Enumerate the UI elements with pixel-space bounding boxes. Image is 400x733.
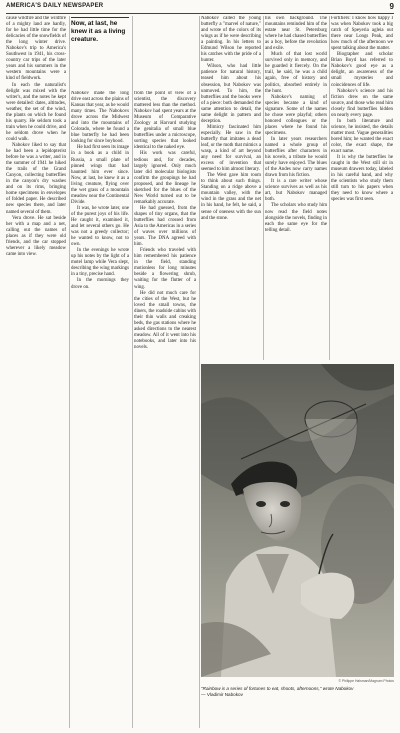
article-column-2 bbox=[71, 91, 129, 728]
article-paragraph: Fortifiers: I know how happy I was when Nabokov took a big catch of Speyeria agleia out there near Longs Peak, and how much of the afternoon we spent talking about the matter. bbox=[331, 16, 393, 52]
article-paragraph: He had guessed, from the shapes of tiny organs, that the butterflies had crossed from Asia to the Americas in a series of waves over millions of years. The DNA agreed with him. bbox=[134, 205, 196, 248]
article-paragraph: from the point of view of a scientist, the discovery mattered less than the method. Nabokov had spent years at the Museum of Comparative Zoology at Harvard studying the genitalia of small blue butterflies under a microscope, sorting species that looked identical to the naked eye. bbox=[134, 91, 196, 151]
article-paragraph: Much of that lost world survived only in memory, and he guarded it fiercely. On the trail, he said, he was a child again, free of history and politics, absorbed entirely in the hunt. bbox=[265, 52, 327, 94]
column-rule bbox=[69, 16, 70, 728]
article-paragraph: Nabokov made the long drive east across the plains of Kansas that year, as he would many times. The Nabokovs drove across the Midwest and into the mountains of Colorado, where he found a blue butterfly he had been looking for since boyhood. bbox=[71, 91, 129, 145]
column-rule bbox=[263, 16, 264, 360]
article-paragraph: cause wildfire and the wildfire of a mighty land are hardly, for he had little time for the delicacies of the snowfields of the long winter drive. Nabokov's trip to America's Southwest in 1941, his cross-country car trips of the later years and his summers in the western mountains were a kind of fieldwork. bbox=[6, 16, 66, 82]
column-rule bbox=[329, 16, 330, 360]
article-paragraph: Friends who traveled with him remembered his patience in the field, standing motionless for long minutes beside a flowering shrub, waiting for the flutter of a wing. bbox=[134, 248, 196, 290]
article-paragraph: It is why the butterflies he caught in the West still sit in museum drawers today, labeled in his careful hand, and why the scientists who study them still turn to his papers when they need to know where a species was first seen. bbox=[331, 155, 393, 203]
article-column-6 bbox=[331, 16, 393, 360]
article-column-1 bbox=[6, 16, 66, 728]
article-paragraph: It is a rare writer whose science survives as well as his art, but Nabokov managed both. bbox=[265, 179, 327, 203]
article-paragraph: In the evenings he wrote up his notes by the light of a motel lamp while Vera slept, describing the wing markings in a tiny, precise hand. bbox=[71, 248, 129, 278]
article-column-5 bbox=[265, 16, 327, 360]
article-paragraph: Vera drove. He sat beside her with a map and a net, calling out the names of places as if they were old friends, and the car stopped wherever a likely meadow came into view. bbox=[6, 215, 66, 257]
article-paragraph: The West gave him room to think about such things. Standing on a ridge above a mountain valley, with the wind in the grass and the net in his hand, he felt, he said, a sense of oneness with the sun and the stone. bbox=[201, 173, 261, 221]
photo-credit: © Philippe Halsman/Magnum Photos bbox=[338, 679, 394, 683]
column-rule bbox=[132, 16, 133, 728]
section-label: AMERICA'S DAILY NEWSPAPER bbox=[6, 3, 104, 9]
article-paragraph: He did not much care for the cities of the West, but he loved the small towns, the diners, the roadside cabins with their thin walls and creaking beds, the gas stations where he asked directions to the nearest meadow. All of it went into his notebooks, and later into his novels. bbox=[134, 290, 196, 350]
column-rule bbox=[199, 16, 200, 728]
page-number: 9 bbox=[389, 2, 394, 11]
article-paragraph: In the mornings they drove on. bbox=[71, 278, 129, 290]
caption-text: "Rainbow is a series of fortunes to eat, shoots, afternoons," wrote Nabokov bbox=[201, 686, 354, 691]
article-paragraph: In both literature and science, he insisted, the details matter most. Vague generalities bored him; he wanted the exact color, the exact shape, the exact name. bbox=[331, 118, 393, 155]
photo-caption bbox=[201, 686, 394, 697]
article-paragraph: Nabokov's science and his fiction drew on the same source, and those who read him closely find butterflies hidden on nearly every page. bbox=[331, 88, 393, 118]
caption-credit: — Vladimir Nabokov bbox=[201, 691, 243, 697]
article-paragraph: Mimicry fascinated him especially. He saw in the butterfly that imitates a dead leaf, or the moth that mimics a wasp, a kind of art beyond any need for survival, an excess of invention that seemed to him almost literary. bbox=[201, 124, 261, 173]
article-paragraph: His work was careful, tedious and, for decades, largely ignored. Only much later did molecular biologists confirm the groupings he had proposed, and the lineage he sketched for the blues of the New World turned out to be remarkably accurate. bbox=[134, 151, 196, 205]
article-paragraph: his own background. The mountains reminded him of the estate near St. Petersburg where he had chased butterflies as a boy, before the revolution and exile. bbox=[265, 16, 327, 52]
article-column-3 bbox=[134, 91, 196, 728]
article-paragraph: Nabokov liked to say that he had been a lepidopterist before he was a writer, and in the summer of 1941 he hiked the trails of the Grand Canyon, collecting butterflies in the canyon's dry washes and on its rims, bringing home specimens in envelopes of folded paper. He described new species there, and later named several of them. bbox=[6, 142, 66, 215]
article-paragraph: Nabokov called the young butterfly a "marvel of nature," and wrote of the colors of its wings as if he were describing a painting. In his letters to Edmund Wilson he reported his catches with the pride of a hunter. bbox=[201, 16, 261, 64]
article-paragraph: In each the naturalist's delight was mixed with the writer's, and the notes he kept were detailed: dates, altitudes, weather, the set of the wind, the plants on which he found his quarry. He seldom took a train when he could drive, and he seldom drove when he could walk. bbox=[6, 82, 66, 142]
article-paragraph: In later years researchers named a whole group of butterflies after characters in his novels, a tribute he would surely have enjoyed. The blues of the Andes now carry names drawn from his fiction. bbox=[265, 136, 327, 179]
article-paragraph: It was, he wrote later, one of the purest joys of his life. He caught it, examined it, and let several others go. He was not a greedy collector; he wanted to know, not to own. bbox=[71, 205, 129, 248]
man-with-butterfly-net-image bbox=[201, 364, 394, 677]
article-paragraph: He had first seen its image in a book as a child in Russia, a small plate of pinned wings that had haunted him ever since. Now, at last, he knew it as a living creature, flying over the wet grass of a mountain meadow near the Continental Divide. bbox=[71, 145, 129, 205]
article-paragraph: Nabokov's naming of species became a kind of signature. Some of the names he chose were playful; others honored colleagues or the places where he found his specimens. bbox=[265, 94, 327, 136]
feature-photo bbox=[201, 364, 394, 677]
article-paragraph: Biographer and scholar Brian Boyd has referred to Nabokov's good eye as a delight, an awareness of the small mysteries and coincidences of life. bbox=[331, 52, 393, 88]
pull-quote: Now, at last, he knew it as a living creature. bbox=[71, 17, 129, 44]
article-column-4 bbox=[201, 16, 261, 360]
page-header bbox=[6, 3, 394, 14]
article-paragraph: Wilson, who had little patience for natural history, teased him about his obsession, but Nabokov was unmoved. To him, the butterflies and the books were of a piece: both demanded the same attention to detail, the same delight in pattern and deception. bbox=[201, 64, 261, 124]
article-paragraph: The scholars who study him now read the field notes alongside the novels, finding in each the same eye for the telling detail. bbox=[265, 203, 327, 233]
